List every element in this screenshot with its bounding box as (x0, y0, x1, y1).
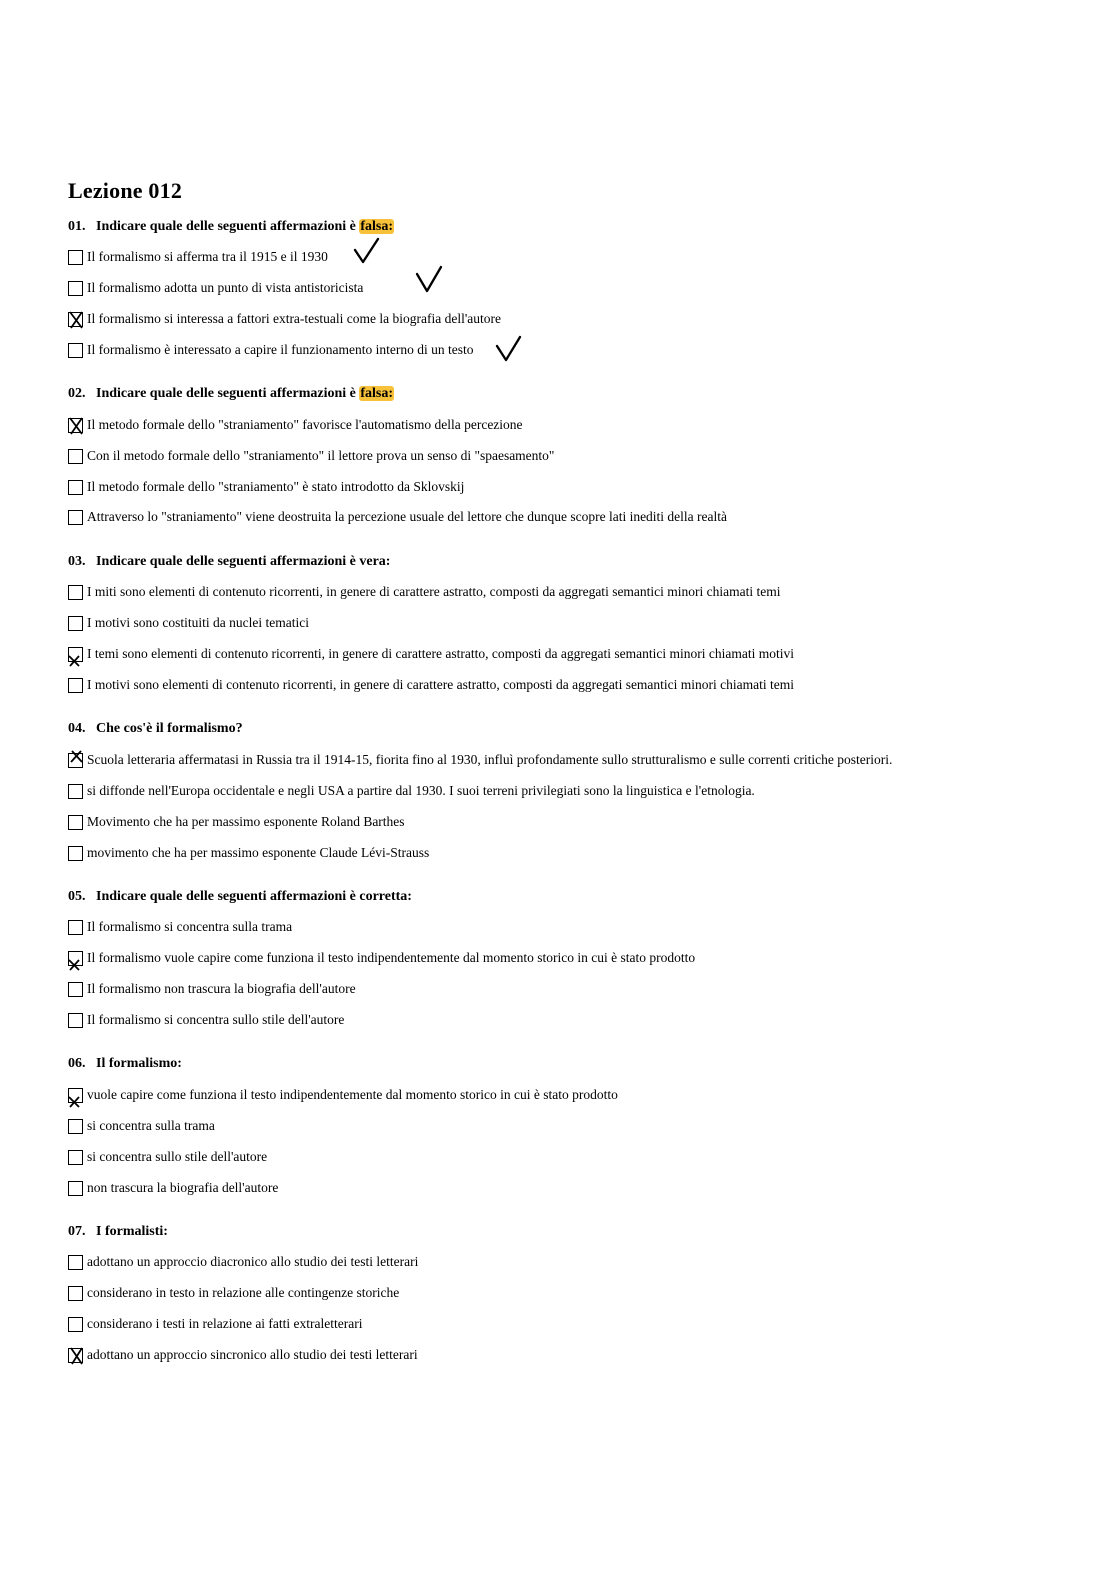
checkbox[interactable] (68, 250, 83, 265)
option-02-c[interactable] (68, 477, 464, 497)
option-label: adottano un approccio diacronico allo studio dei testi letterari (87, 1254, 419, 1269)
handwritten-check-icon (414, 264, 444, 294)
option-01-a[interactable] (68, 247, 328, 267)
option-07-d[interactable] (68, 1345, 418, 1365)
question-06-header (68, 1056, 182, 1072)
option-06-a[interactable] (68, 1085, 618, 1105)
option-label: Movimento che ha per massimo esponente Roland Barthes (87, 814, 405, 829)
highlighted-word: falsa: (360, 386, 394, 401)
option-06-c[interactable] (68, 1147, 267, 1167)
option-03-b[interactable] (68, 613, 309, 633)
checkbox[interactable] (68, 784, 83, 799)
checkbox[interactable] (68, 1317, 83, 1332)
option-label: Il formalismo vuole capire come funziona il testo indipendentemente dal momento storico in cui è stato prodotto (87, 950, 696, 965)
checkbox[interactable] (68, 343, 83, 358)
option-04-c[interactable] (68, 812, 405, 832)
option-03-d[interactable] (68, 675, 794, 695)
option-02-a[interactable] (68, 415, 523, 435)
question-text: Indicare quale delle seguenti affermazioni è corretta: (96, 889, 412, 904)
checkbox[interactable] (68, 846, 83, 861)
question-text: Il formalismo: (96, 1056, 182, 1071)
option-07-b[interactable] (68, 1283, 399, 1303)
checkbox-checked[interactable] (68, 312, 83, 327)
checkbox[interactable] (68, 920, 83, 935)
checkbox[interactable] (68, 281, 83, 296)
question-07-header (68, 1224, 168, 1240)
option-label: Il formalismo adotta un punto di vista antistoricista (87, 280, 364, 295)
question-02-header (68, 386, 394, 402)
question-03-header (68, 554, 390, 570)
checkbox[interactable] (68, 1181, 83, 1196)
question-number: 04. (68, 721, 86, 736)
handwritten-check-icon (352, 236, 382, 266)
checkbox[interactable] (68, 1150, 83, 1165)
checkbox[interactable] (68, 449, 83, 464)
option-03-c[interactable] (68, 644, 794, 664)
checkbox[interactable] (68, 616, 83, 631)
option-04-b[interactable] (68, 781, 755, 801)
question-number: 05. (68, 889, 86, 904)
option-01-c[interactable] (68, 309, 501, 329)
option-label: Scuola letteraria affermatasi in Russia tra il 1914-15, fiorita fino al 1930, influì profondamente sullo strutturalismo e sulle correnti critiche posteriori. (87, 752, 893, 767)
handwritten-check-icon (494, 334, 524, 364)
option-02-b[interactable] (68, 446, 554, 466)
option-label: Il formalismo si concentra sulla trama (87, 919, 293, 934)
checkbox-checked[interactable] (68, 753, 83, 768)
page-title: Lezione 012 (68, 178, 183, 203)
checkbox[interactable] (68, 585, 83, 600)
option-label: movimento che ha per massimo esponente Claude Lévi-Strauss (87, 845, 430, 860)
option-label: considerano in testo in relazione alle contingenze storiche (87, 1285, 400, 1300)
option-label: I motivi sono elementi di contenuto ricorrenti, in genere di carattere astratto, composti da aggregati semantici minori chiamati temi (87, 677, 795, 692)
option-label: vuole capire come funziona il testo indipendentemente dal momento storico in cui è stato prodotto (87, 1087, 618, 1102)
option-01-b[interactable] (68, 278, 363, 298)
option-05-c[interactable] (68, 979, 356, 999)
option-label: si concentra sulla trama (87, 1118, 215, 1133)
option-label: Il formalismo si concentra sullo stile dell'autore (87, 1012, 345, 1027)
option-label: Attraverso lo "straniamento" viene deostruita la percezione usuale del lettore che dunque scopre lati inediti della realtà (87, 509, 728, 524)
checkbox[interactable] (68, 678, 83, 693)
checkbox[interactable] (68, 1286, 83, 1301)
option-06-d[interactable] (68, 1178, 278, 1198)
checkbox-checked[interactable] (68, 1088, 83, 1103)
question-number: 07. (68, 1224, 86, 1239)
question-text: Che cos'è il formalismo? (96, 721, 243, 736)
option-label: Il metodo formale dello "straniamento" è stato introdotto da Sklovskij (87, 479, 465, 494)
checkbox-checked[interactable] (68, 647, 83, 662)
option-label: Il formalismo si afferma tra il 1915 e il 1930 (87, 249, 328, 264)
question-number: 02. (68, 386, 86, 401)
checkbox[interactable] (68, 480, 83, 495)
option-label: considerano i testi in relazione ai fatti extraletterari (87, 1316, 363, 1331)
option-label: non trascura la biografia dell'autore (87, 1180, 279, 1195)
highlighted-word: falsa: (360, 219, 394, 234)
option-label: I temi sono elementi di contenuto ricorrenti, in genere di carattere astratto, composti da aggregati semantici minori chiamati motivi (87, 646, 795, 661)
question-04-header (68, 721, 243, 737)
checkbox[interactable] (68, 1255, 83, 1270)
option-label: si concentra sullo stile dell'autore (87, 1149, 268, 1164)
question-number: 06. (68, 1056, 86, 1071)
option-label: I miti sono elementi di contenuto ricorrenti, in genere di carattere astratto, composti da aggregati semantici minori chiamati temi (87, 584, 781, 599)
checkbox[interactable] (68, 982, 83, 997)
question-text: Indicare quale delle seguenti affermazioni è vera: (96, 554, 391, 569)
checkbox-checked[interactable] (68, 951, 83, 966)
option-label: I motivi sono costituiti da nuclei tematici (87, 615, 309, 630)
question-text: Indicare quale delle seguenti affermazioni è (96, 386, 360, 401)
question-05-header (68, 889, 412, 905)
question-number: 01. (68, 219, 86, 234)
option-03-a[interactable] (68, 582, 781, 602)
option-07-a[interactable] (68, 1252, 418, 1272)
checkbox[interactable] (68, 815, 83, 830)
option-05-d[interactable] (68, 1010, 344, 1030)
checkbox[interactable] (68, 1013, 83, 1028)
option-02-d[interactable] (68, 507, 727, 527)
option-label: Il formalismo è interessato a capire il funzionamento interno di un testo (87, 342, 474, 357)
question-text: Indicare quale delle seguenti affermazioni è (96, 219, 360, 234)
option-07-c[interactable] (68, 1314, 363, 1334)
option-05-b[interactable] (68, 948, 695, 968)
option-label: Il formalismo si interessa a fattori extra-testuali come la biografia dell'autore (87, 311, 502, 326)
option-label: adottano un approccio sincronico allo studio dei testi letterari (87, 1347, 418, 1362)
option-label: si diffonde nell'Europa occidentale e negli USA a partire dal 1930. I suoi terreni privilegiati sono la linguistica e l'etnologia. (87, 783, 755, 798)
option-05-a[interactable] (68, 917, 292, 937)
option-label: Il formalismo non trascura la biografia dell'autore (87, 981, 356, 996)
option-label: Il metodo formale dello "straniamento" favorisce l'automatismo della percezione (87, 417, 523, 432)
option-01-d[interactable] (68, 340, 474, 360)
option-label: Con il metodo formale dello "straniamento" il lettore prova un senso di "spaesamento" (87, 448, 555, 463)
option-06-b[interactable] (68, 1116, 215, 1136)
question-text: I formalisti: (96, 1224, 168, 1239)
checkbox[interactable] (68, 1119, 83, 1134)
checkbox-checked[interactable] (68, 1348, 83, 1363)
question-number: 03. (68, 554, 86, 569)
checkbox[interactable] (68, 510, 83, 525)
option-04-d[interactable] (68, 843, 429, 863)
checkbox-checked[interactable] (68, 418, 83, 433)
question-01-header (68, 219, 394, 235)
option-04-a[interactable] (68, 750, 892, 770)
